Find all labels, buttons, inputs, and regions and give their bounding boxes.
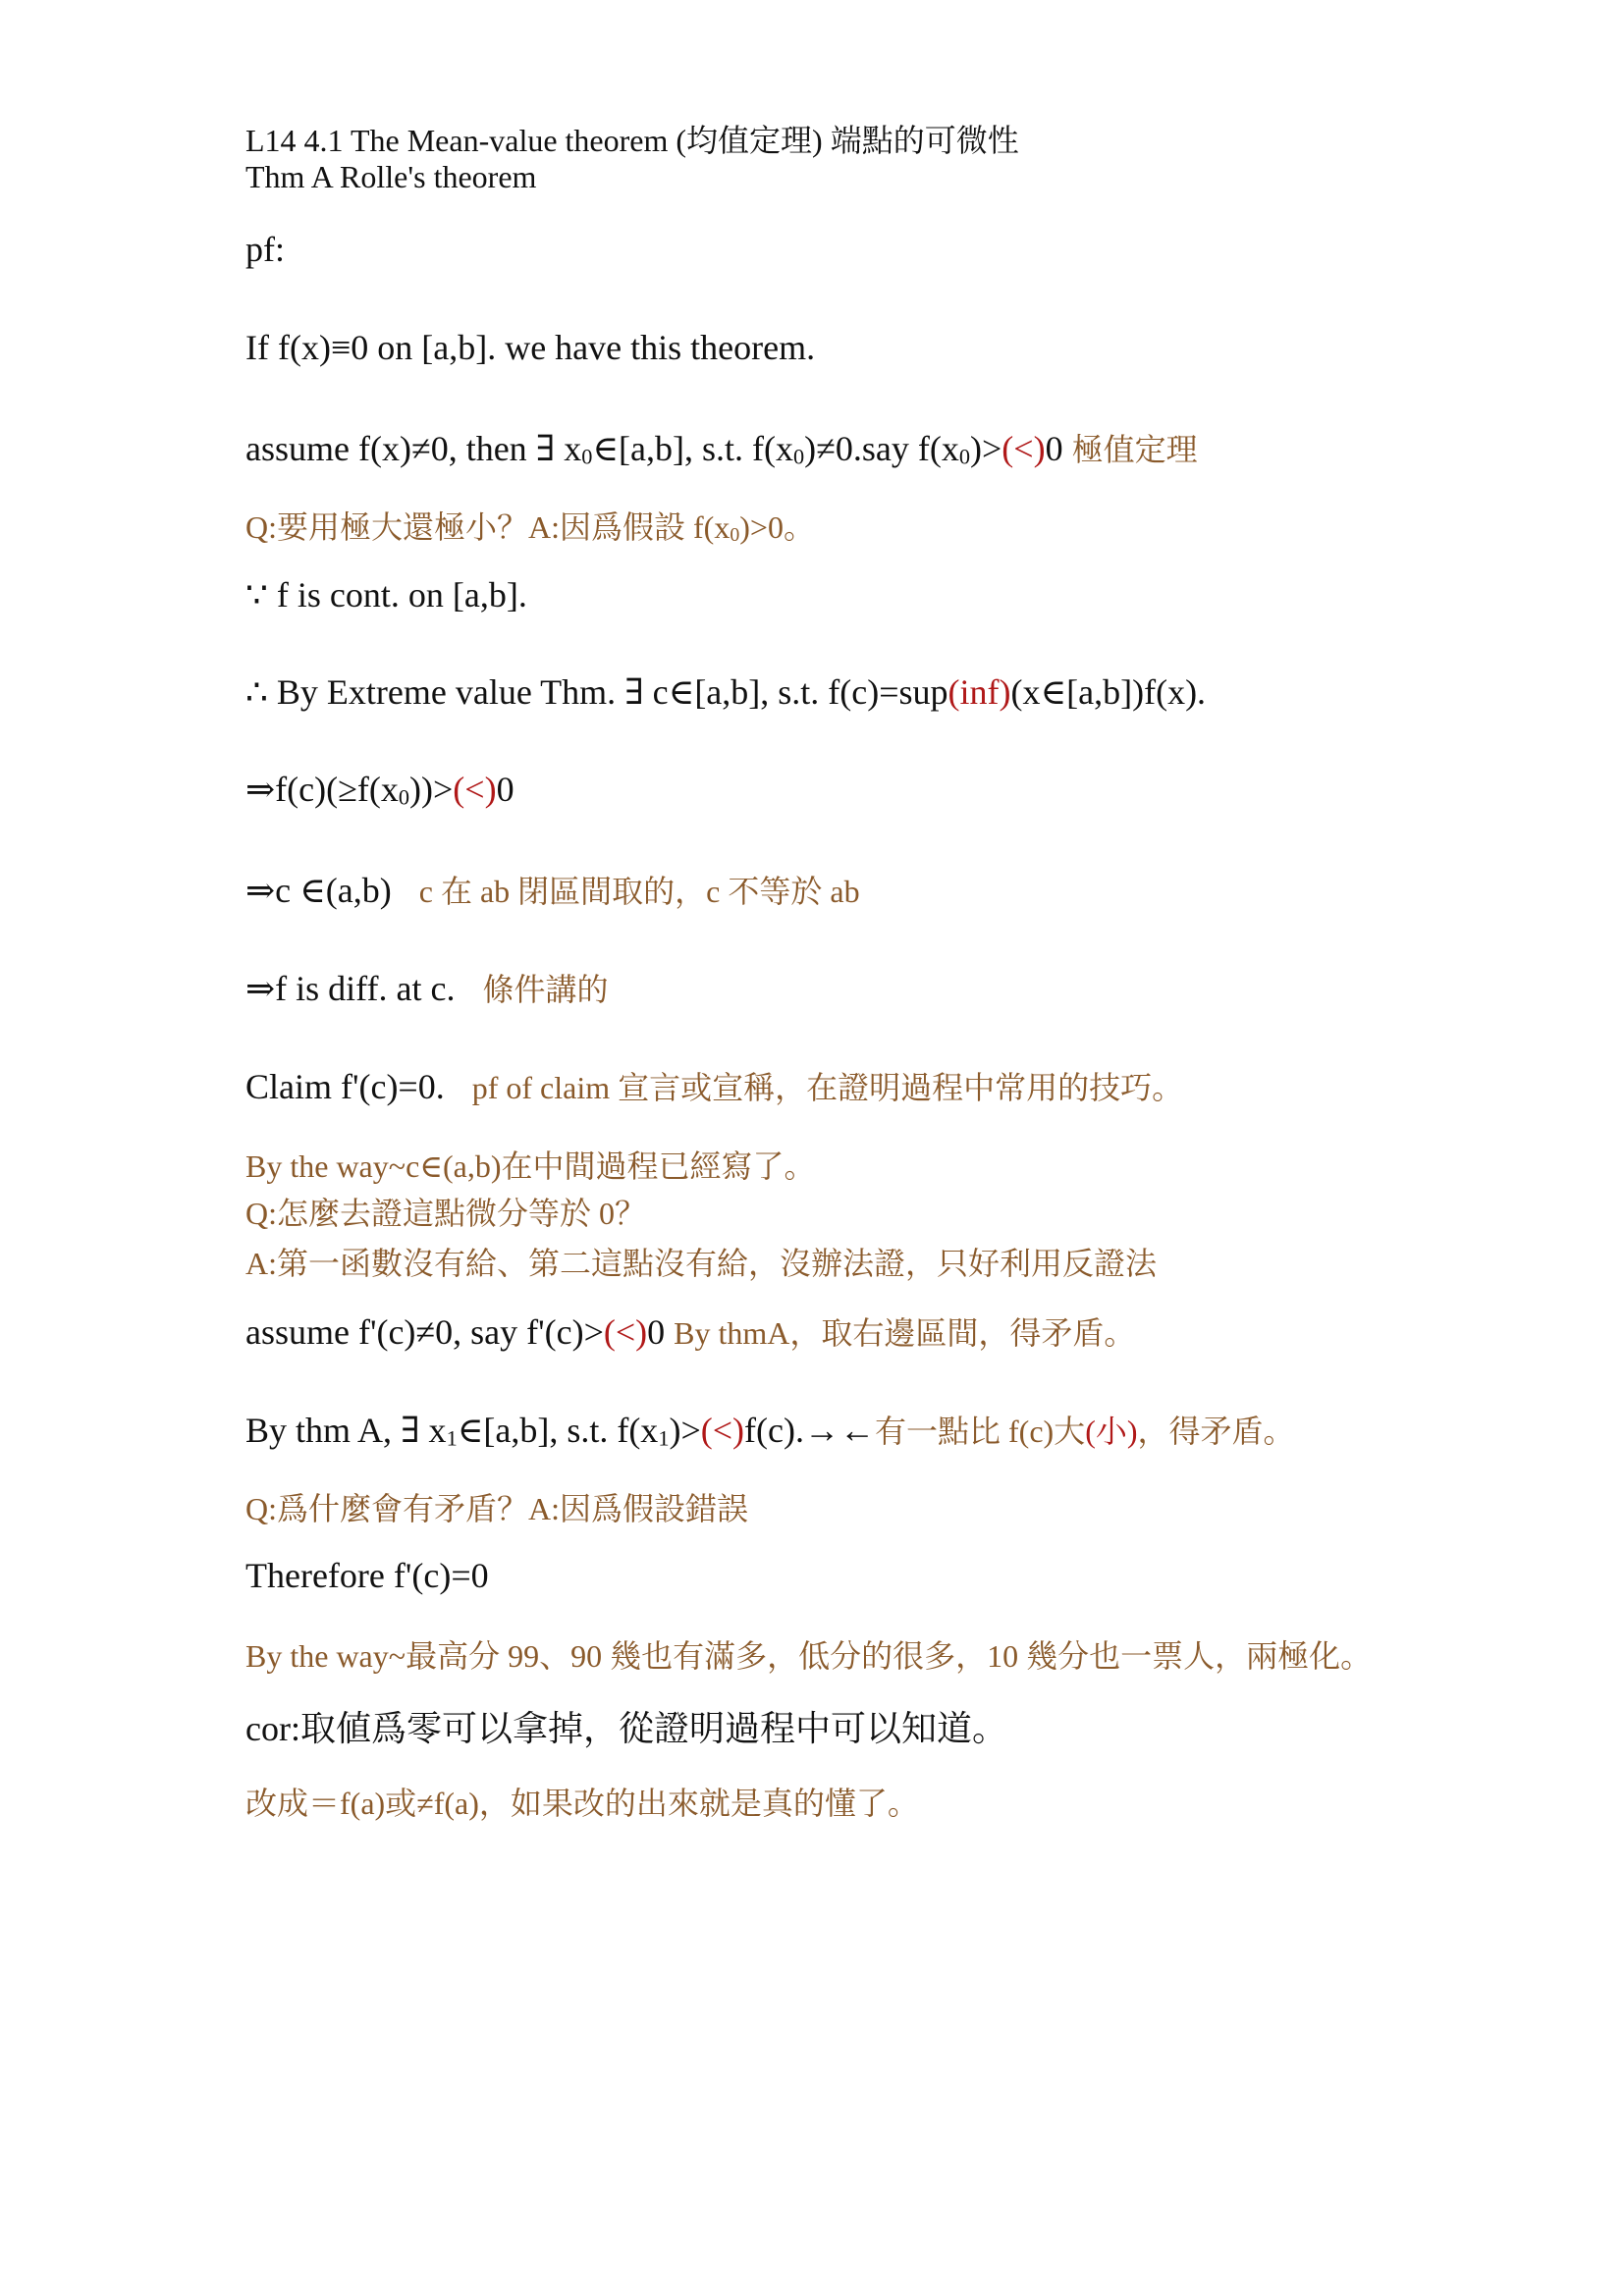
subscript: 0 [730,523,740,546]
proof-line-continuity: ∵ f is cont. on [a,b]. [245,575,527,614]
text: )> [970,429,1002,468]
proof-line-c-interior [245,867,860,912]
annotation-note: 條件講的 [482,972,609,1007]
text: ⇒f is diff. at c. [245,969,456,1008]
text: ∈[a,b], s.t. f(x [592,429,793,468]
text: )> [669,1411,701,1450]
annotation-question-2: Q:怎麼去證這點微分等於 0？ [245,1196,647,1231]
proof-line-fc-positive [245,769,514,810]
subscript: 1 [446,1425,458,1451]
alt-inf: (inf) [947,672,1011,712]
text: 0 [647,1312,666,1352]
text: Q:要用極大還極小？A:因爲假設 f(x [245,509,731,545]
subscript: 1 [658,1425,670,1451]
alt-inequality: (<) [453,770,497,809]
proof-line-zero-case: If f(x)≡0 on [a,b]. we have this theorem. [245,328,816,367]
subscript: 0 [398,784,409,810]
text: ))> [409,770,454,809]
text: f(c).→← [744,1411,875,1450]
text: (x∈[a,b])f(x). [1010,672,1207,712]
proof-line-contradiction-assume [245,1308,1135,1354]
text: assume f(x)≠0, then ∃ x [245,429,582,468]
text: Claim f'(c)=0. [245,1067,445,1106]
page-title: L14 4.1 The Mean-value theorem (均值定理) 端點的可微性 [245,123,1019,158]
text: 0 [496,770,514,809]
annotation-note: pf of claim 宣言或宣稱，在證明過程中常用的技巧。 [471,1070,1184,1105]
alt-small: (小) [1085,1414,1138,1449]
annotation-by-the-way-1: By the way~c∈(a,b)在中間過程已經寫了。 [245,1148,816,1184]
proof-label: pf: [245,230,285,269]
alt-inequality: (<) [700,1411,745,1450]
subscript: 0 [792,444,805,469]
text: )≠0.say f(x [804,429,959,468]
text: By thm A, ∃ x [245,1411,447,1450]
proof-line-assume [245,425,1198,470]
proof-line-extreme-value [245,671,1206,713]
subscript: 0 [581,444,593,469]
corollary-line: cor:取値爲零可以拿掉，從證明過程中可以知道。 [245,1709,1007,1748]
annotation-question-3: Q:爲什麼會有矛盾？A:因爲假設錯誤 [245,1491,749,1526]
annotation-note: 極值定理 [1071,432,1198,467]
page-subtitle: Thm A Rolle's theorem [245,159,537,194]
alt-inequality: (<) [603,1312,648,1352]
text: ⇒c ∈(a,b) [245,871,392,910]
text: ∴ By Extreme value Thm. ∃ c∈[a,b], s.t. f(c)=sup [245,672,948,712]
text: ∈[a,b], s.t. f(x [457,1411,659,1450]
annotation-note: 有一點比 f(c)大 [875,1414,1086,1449]
annotation-by-the-way-2: By the way~最高分 99、90 幾也有滿多，低分的很多，10 幾分也一票人，兩極化。 [245,1638,1373,1674]
proof-line-claim [245,1063,1183,1108]
annotation-answer-2: A:第一函數沒有給、第二這點沒有給，沒辦法證，只好利用反證法 [245,1246,1158,1281]
annotation-question-1 [245,503,815,548]
proof-line-thm-a [245,1407,1295,1452]
text: )>0。 [739,509,815,545]
annotation-note: By thmA，取右邊區間，得矛盾。 [674,1315,1136,1351]
subscript: 0 [958,444,970,469]
alt-inequality: (<) [1001,429,1046,468]
annotation-note: c 在 ab 閉區間取的，c 不等於 ab [418,874,860,909]
annotation-exercise: 改成＝f(a)或≠f(a)，如果改的出來就是真的懂了。 [245,1786,919,1821]
text: assume f'(c)≠0, say f'(c)> [245,1312,604,1352]
text: ⇒f(c)(≥f(x [245,770,399,809]
proof-line-differentiable [245,965,608,1010]
annotation-note: ，得矛盾。 [1137,1414,1295,1449]
proof-line-conclusion: Therefore f'(c)=0 [245,1556,489,1595]
text: 0 [1045,429,1063,468]
